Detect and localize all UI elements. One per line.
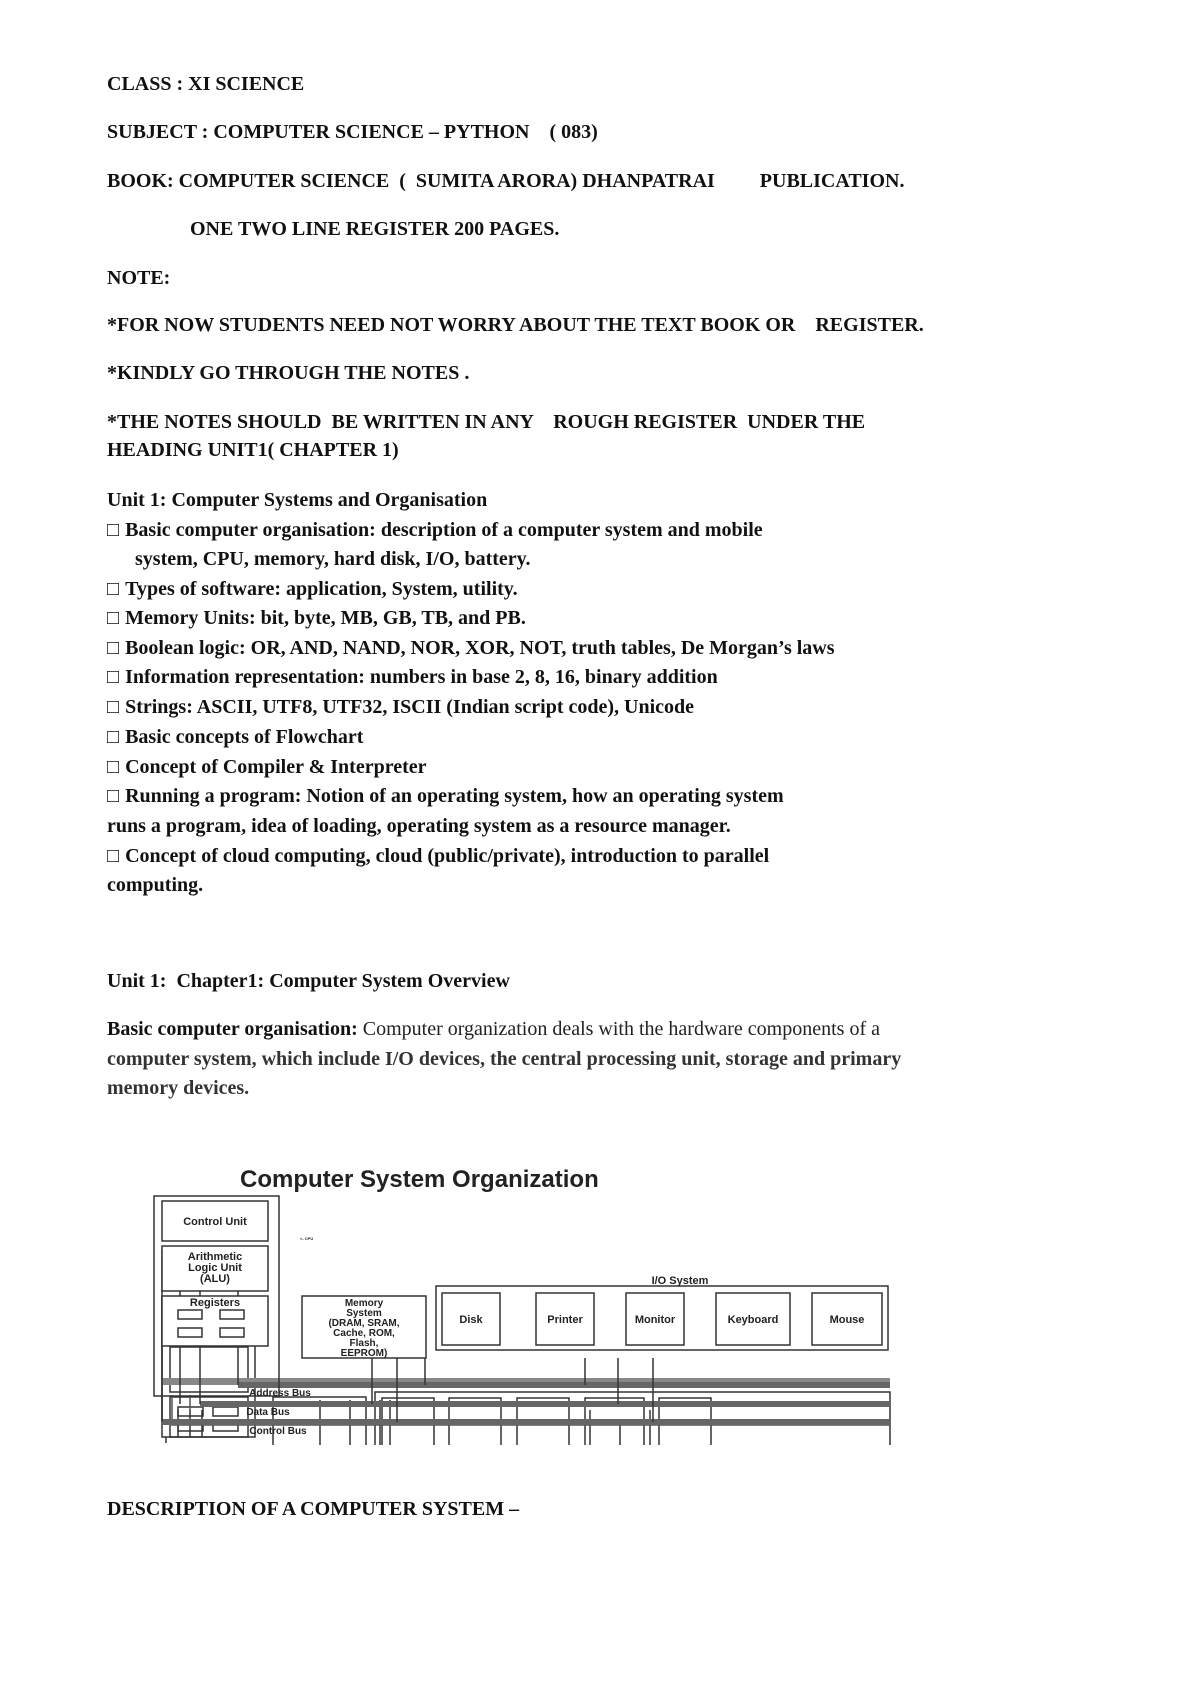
chapter-paragraph-line: memory devices.: [107, 1077, 250, 1099]
note-item: *KINDLY GO THROUGH THE NOTES .: [107, 362, 470, 384]
chapter-paragraph-line: computer system, which include I/O devices, the central processing unit, storage and primary: [107, 1048, 902, 1070]
data-bus-label: Data Bus: [246, 1407, 290, 1418]
syllabus-item: [107, 636, 835, 660]
syllabus-item: [107, 784, 784, 808]
memory-label: EEPROM): [340, 1348, 388, 1359]
section-heading: DESCRIPTION OF A COMPUTER SYSTEM –: [107, 1498, 520, 1520]
syllabus-item-text: Information representation: numbers in base 2, 8, 16, binary addition: [125, 666, 718, 688]
syllabus-item: [107, 725, 363, 749]
syllabus-item: [107, 755, 427, 779]
memory-label: Flash,: [349, 1338, 379, 1349]
bullet-icon: □: [107, 519, 120, 541]
control-unit-label: Control Unit: [183, 1216, 247, 1228]
register-line: ONE TWO LINE REGISTER 200 PAGES.: [190, 218, 560, 240]
syllabus-item: [107, 518, 763, 542]
cpu-label: <- CPU: [300, 1236, 314, 1241]
memory-label: Memory: [344, 1298, 384, 1309]
syllabus-item: [135, 547, 531, 571]
bullet-icon: □: [107, 666, 120, 688]
bullet-icon: □: [107, 607, 120, 629]
syllabus-item: [107, 665, 718, 689]
syllabus-item: [107, 606, 526, 630]
syllabus-item-text: Types of software: application, System, utility.: [125, 578, 518, 600]
bullet-icon: □: [107, 726, 120, 748]
syllabus-item-text: Basic concepts of Flowchart: [125, 726, 364, 748]
para-label: Basic computer organisation:: [107, 1018, 358, 1040]
syllabus-item-text: Strings: ASCII, UTF8, UTF32, ISCII (Indian script code), Unicode: [125, 696, 695, 718]
syllabus-item-text: Concept of cloud computing, cloud (public/private), introduction to parallel: [125, 845, 770, 867]
syllabus-item: [107, 695, 694, 719]
memory-label: System: [346, 1308, 382, 1319]
note-label: NOTE:: [107, 267, 171, 289]
bullet-icon: □: [107, 578, 120, 600]
bullet-icon: □: [107, 785, 120, 807]
syllabus-item-text: runs a program, idea of loading, operating system as a resource manager.: [107, 815, 731, 837]
para-text: Computer organization deals with the hardware components of a: [357, 1018, 880, 1040]
bullet-icon: □: [107, 845, 120, 867]
alu-label: Arithmetic: [187, 1251, 243, 1263]
syllabus-item: [107, 577, 518, 601]
io-device-printer: Printer: [547, 1314, 583, 1326]
bullet-icon: □: [107, 637, 120, 659]
class-line: CLASS : XI SCIENCE: [107, 73, 305, 95]
chapter-paragraph-line: [107, 1017, 880, 1041]
syllabus-item-text: Running a program: Notion of an operating system, how an operating system: [125, 785, 784, 807]
note-item: HEADING UNIT1( CHAPTER 1): [107, 439, 399, 461]
syllabus-item-text: Concept of Compiler & Interpreter: [125, 756, 427, 778]
syllabus-item-text: system, CPU, memory, hard disk, I/O, battery.: [135, 548, 531, 570]
syllabus-title: Unit 1: Computer Systems and Organisation: [107, 489, 488, 511]
syllabus-item-text: Memory Units: bit, byte, MB, GB, TB, and PB.: [125, 607, 526, 629]
io-device-disk: Disk: [459, 1314, 483, 1326]
alu-label: Logic Unit: [188, 1262, 242, 1274]
syllabus-item-text: Basic computer organisation: description of a computer system and mobile: [125, 519, 763, 541]
memory-label: (DRAM, SRAM,: [328, 1318, 400, 1329]
syllabus-item: [107, 814, 731, 838]
io-device-mouse: Mouse: [829, 1314, 865, 1326]
syllabus-item: [107, 844, 769, 868]
alu-label: (ALU): [200, 1273, 230, 1285]
syllabus-item-text: computing.: [107, 874, 204, 896]
bullet-icon: □: [107, 756, 120, 778]
control-bus-label: Control Bus: [249, 1426, 307, 1437]
subject-line: SUBJECT : COMPUTER SCIENCE – PYTHON ( 083): [107, 121, 598, 143]
registers-label: Registers: [189, 1297, 241, 1309]
memory-label: Cache, ROM,: [333, 1328, 395, 1339]
io-device-monitor: Monitor: [634, 1314, 676, 1326]
bullet-icon: □: [107, 696, 120, 718]
diagram-title: Computer System Organization: [240, 1166, 599, 1193]
note-item: *THE NOTES SHOULD BE WRITTEN IN ANY ROUGH REGISTER UNDER THE: [107, 411, 866, 433]
note-item: *FOR NOW STUDENTS NEED NOT WORRY ABOUT THE TEXT BOOK OR REGISTER.: [107, 314, 924, 336]
io-system-label: I/O System: [651, 1275, 709, 1287]
chapter-title: Unit 1: Chapter1: Computer System Overview: [107, 970, 510, 992]
computer-system-organization-diagram: [150, 1160, 900, 1445]
book-line: BOOK: COMPUTER SCIENCE ( SUMITA ARORA) DHANPATRAI PUBLICATION.: [107, 170, 905, 192]
address-bus-label: Address Bus: [249, 1388, 311, 1399]
io-device-keyboard: Keyboard: [727, 1314, 779, 1326]
syllabus-item: [107, 873, 203, 897]
syllabus-item-text: Boolean logic: OR, AND, NAND, NOR, XOR, NOT, truth tables, De Morgan’s laws: [125, 637, 835, 659]
